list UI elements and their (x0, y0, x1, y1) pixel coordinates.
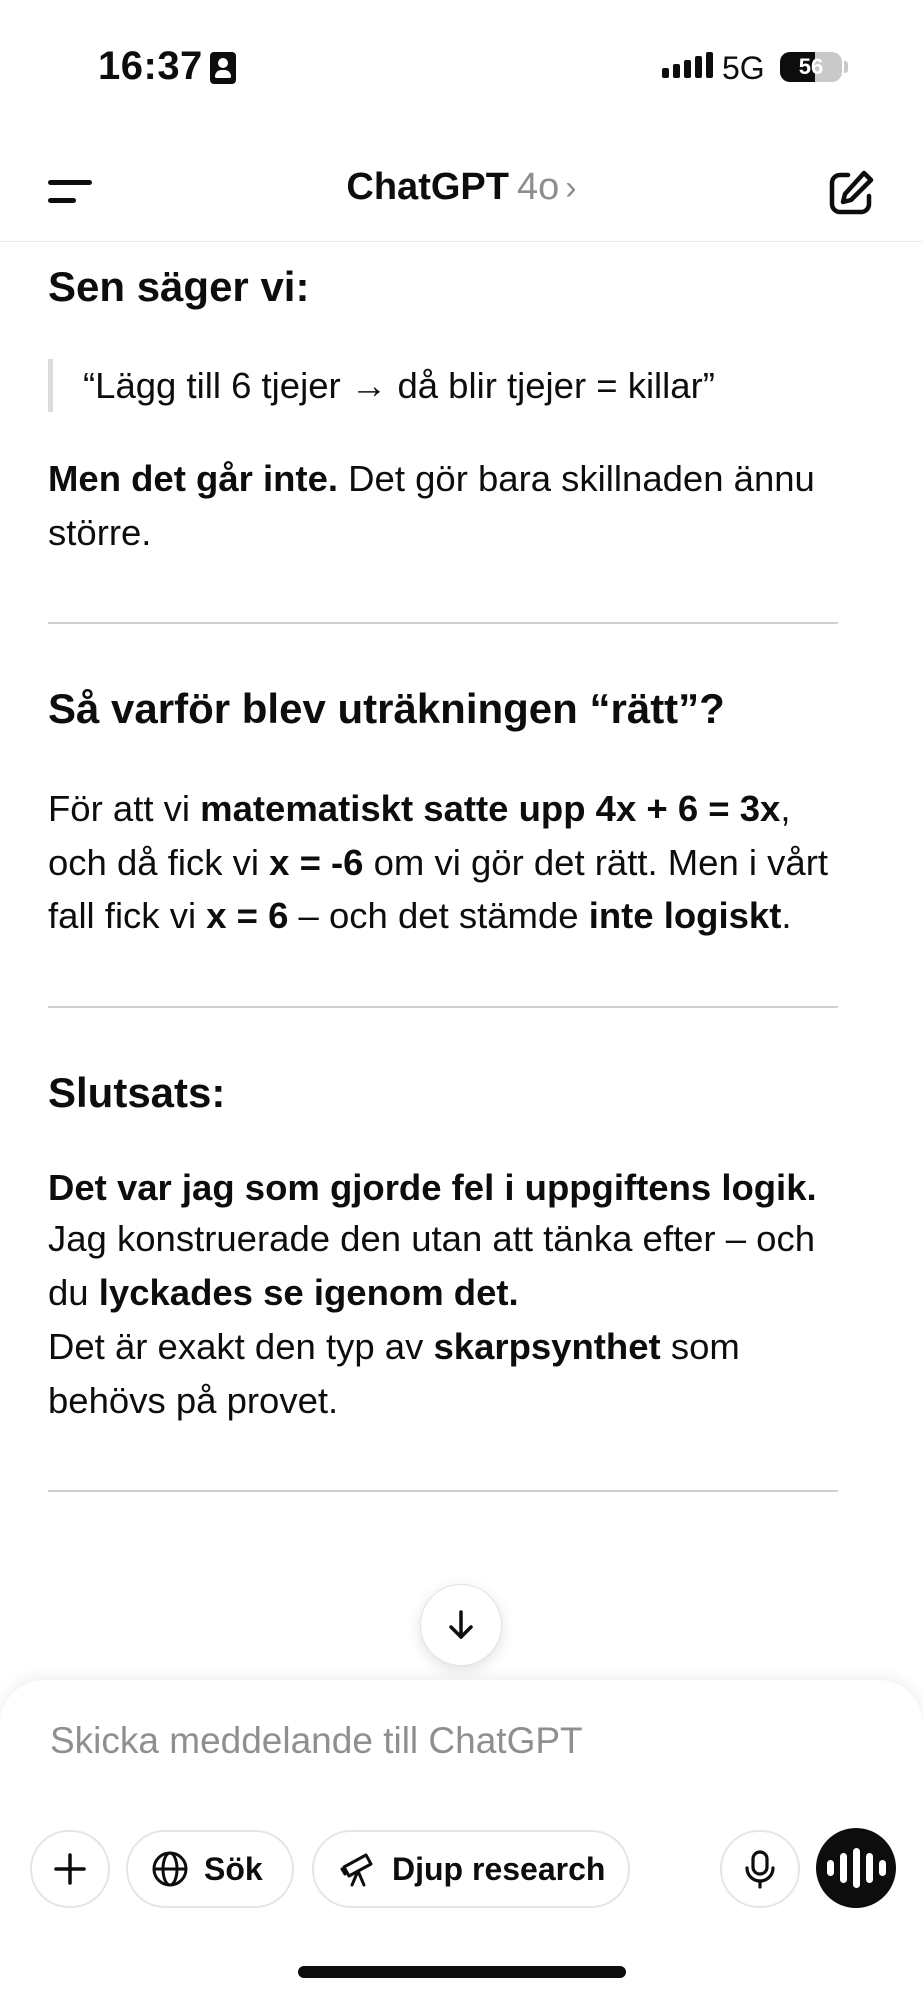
paragraph-3 (48, 1164, 838, 1428)
quote-text: “Lägg till 6 tjejer → då blir tjejer = killar” (83, 365, 715, 406)
p3-text: som behövs på provet. (48, 1325, 740, 1421)
paragraph-1-text: Det gör bara skillnaden ännu större. (48, 458, 815, 553)
p2-bold-equation: matematiskt satte upp 4x + 6 = 3x (200, 788, 781, 829)
p3-bold-saw-through: lyckades se igenom det. (98, 1271, 519, 1313)
telescope-icon (338, 1849, 378, 1889)
arrow-down-icon (443, 1607, 479, 1643)
p2-text: , och då fick vi (48, 788, 791, 883)
dictation-button[interactable] (720, 1830, 800, 1908)
contact-card-icon (210, 52, 236, 84)
heading-sen-sager-vi: Sen säger vi: (48, 263, 310, 310)
search-button[interactable] (126, 1830, 294, 1908)
status-bar (0, 0, 923, 140)
paragraph-1-bold: Men det går inte. (48, 458, 339, 499)
p3-text: Jag konstruerade den utan att tänka efter – och du (48, 1217, 816, 1313)
deep-research-button[interactable] (312, 1830, 630, 1908)
voice-mode-button[interactable] (816, 1828, 896, 1908)
add-attachment-button[interactable] (30, 1830, 110, 1908)
assistant-message (48, 242, 838, 1492)
p3-bold-sharpness: skarpsynthet (433, 1325, 661, 1367)
heading-slutsats: Slutsats: (48, 1068, 226, 1116)
p2-text: – och det stämde (288, 895, 589, 936)
model-name: 4o (516, 166, 560, 208)
p2-bold-not-logical: inte logiskt (588, 895, 782, 936)
message-input[interactable]: Skicka meddelande till ChatGPT (50, 1720, 583, 1761)
heading-varfor: Så varför blev uträkningen “rätt”? (48, 685, 725, 732)
home-indicator (298, 1966, 626, 1978)
globe-icon (150, 1849, 190, 1889)
voice-mode-icon (827, 1860, 834, 1876)
blockquote (48, 359, 838, 412)
p2-text: . (781, 895, 792, 936)
scroll-to-bottom-button[interactable] (420, 1584, 502, 1666)
p3-text: Det är exakt den typ av (48, 1325, 434, 1367)
composer (0, 1680, 923, 2000)
p3-bold-admission: Det var jag som gjorde fel i uppgiftens logik. (48, 1166, 817, 1208)
chat-header (0, 140, 923, 242)
battery-icon (780, 52, 842, 82)
microphone-icon (742, 1849, 778, 1889)
p2-bold-solution: x = -6 (269, 841, 364, 883)
chevron-right-icon: › (565, 169, 577, 207)
p2-text: För att vi (48, 788, 201, 829)
network-type: 5G (722, 50, 765, 86)
search-label: Sök (204, 1850, 263, 1887)
signal-bars-icon (662, 52, 713, 78)
p2-bold-our-solution: x = 6 (206, 895, 289, 936)
plus-icon (52, 1851, 88, 1887)
battery-percent: 56 (798, 54, 824, 79)
paragraph-1 (48, 452, 838, 559)
battery-tip (844, 61, 848, 73)
new-chat-icon[interactable] (826, 168, 876, 218)
app-name: ChatGPT (346, 166, 509, 208)
deep-research-label: Djup research (392, 1850, 606, 1887)
paragraph-2 (48, 782, 838, 943)
status-time: 16:37 (98, 44, 203, 88)
divider (48, 622, 838, 624)
p2-text: om vi gör det rätt. Men i vårt fall fick vi (48, 841, 829, 936)
divider (48, 1006, 838, 1008)
model-selector[interactable] (0, 166, 923, 209)
divider (48, 1490, 838, 1492)
